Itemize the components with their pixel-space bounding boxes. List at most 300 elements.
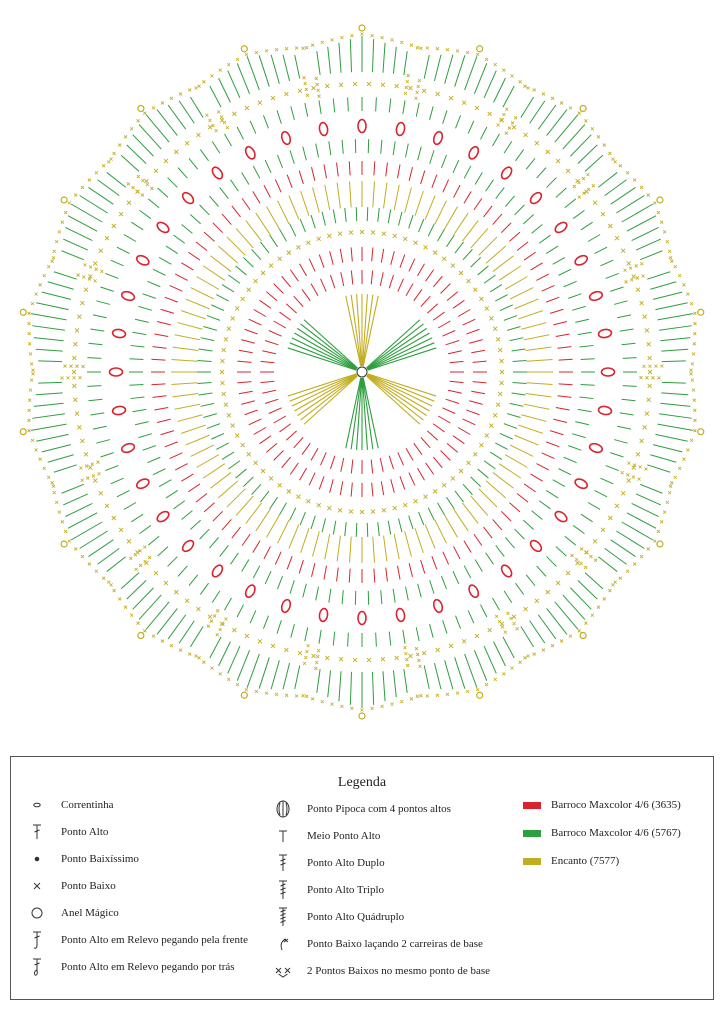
ring-stitch	[430, 624, 434, 638]
ring-stitch	[112, 516, 116, 520]
petal-edge-stitch	[692, 352, 695, 355]
petal-stitch	[653, 292, 682, 299]
ring-stitch	[453, 571, 459, 584]
petal-edge-stitch	[693, 342, 696, 345]
petal-edge-stitch	[198, 85, 201, 88]
ring-stitch	[309, 259, 315, 272]
ring-stitch	[588, 503, 600, 510]
petal-stitch	[404, 51, 407, 75]
petal-stitch	[42, 445, 71, 452]
ring-stitch	[524, 484, 536, 492]
ring-stitch	[521, 323, 546, 330]
ring-stitch	[349, 230, 353, 234]
valley-stitch	[79, 376, 82, 379]
valley-stitch	[305, 650, 308, 653]
ring-stitch	[425, 524, 435, 548]
ring-stitch	[509, 232, 519, 241]
ring-stitch	[140, 525, 151, 533]
petal-stitch	[570, 135, 591, 157]
ring-stitch	[188, 252, 200, 260]
ring-stitch	[466, 279, 470, 283]
petal-stitch	[661, 393, 688, 395]
valley-stitch	[404, 652, 407, 655]
ring-stitch	[200, 150, 208, 161]
petal-edge-stitch	[53, 250, 56, 253]
ring-stitch	[621, 249, 625, 253]
ring-stitch	[378, 208, 379, 222]
valley-stitch	[573, 185, 576, 188]
ring-stitch	[556, 334, 570, 337]
ring-stitch	[199, 393, 213, 395]
petal-edge-stitch	[285, 47, 288, 50]
petal-stitch	[585, 155, 603, 171]
ring-stitch	[403, 630, 405, 644]
petal-tip	[20, 309, 26, 315]
ring-stitch	[489, 424, 493, 428]
petal-edge-stitch	[137, 119, 140, 122]
ring-stitch	[405, 144, 408, 158]
ring-stitch	[568, 446, 581, 451]
ring-stitch	[395, 84, 399, 88]
petal-edge-stitch	[143, 629, 146, 632]
ring-stitch	[486, 180, 494, 192]
ring-stitch	[416, 103, 419, 117]
ring-stitch	[416, 627, 419, 641]
sc-increase-icon	[273, 961, 293, 981]
ring-stitch	[454, 546, 461, 558]
petal-edge-stitch	[102, 577, 105, 580]
ring-stitch	[449, 96, 453, 100]
petal-stitch	[237, 650, 249, 681]
ring-stitch	[595, 490, 607, 496]
valley-stitch	[217, 110, 220, 113]
ring-stitch	[90, 329, 104, 331]
valley-stitch	[315, 661, 318, 664]
ring-stitch	[523, 520, 533, 529]
ring-stitch	[300, 219, 305, 232]
ring-stitch	[493, 519, 502, 529]
legend-item-popcorn	[273, 799, 451, 819]
ring-stitch	[191, 288, 214, 299]
petal-edge-stitch	[689, 372, 692, 375]
petal-stitch	[32, 326, 65, 331]
petal-tip	[61, 197, 67, 203]
ring-stitch	[421, 171, 425, 184]
petal-stitch	[632, 503, 659, 516]
petal-stitch	[42, 292, 71, 299]
ring-stitch	[178, 566, 187, 576]
petal-stitch	[133, 588, 154, 610]
ring-stitch	[524, 607, 528, 611]
ring-stitch	[269, 331, 282, 337]
ring-stitch	[312, 86, 316, 90]
ring-stitch	[261, 381, 275, 382]
petal-edge-stitch	[28, 342, 31, 345]
ring-stitch	[471, 350, 485, 352]
ring-stitch	[371, 510, 375, 514]
petal-stitch	[107, 557, 126, 572]
valley-stitch	[220, 116, 223, 119]
ring-stitch	[542, 453, 555, 459]
ring-stitch	[209, 196, 218, 207]
ring-stitch	[553, 257, 565, 264]
ring-stitch	[374, 569, 375, 583]
petal-stitch	[659, 414, 692, 419]
petal-edge-stitch	[113, 589, 116, 592]
petal-stitch	[555, 602, 578, 630]
ring-stitch	[333, 210, 335, 224]
valley-stitch	[132, 186, 135, 189]
ring-stitch	[287, 556, 292, 569]
ring-stitch	[186, 435, 210, 445]
petal-stitch	[521, 97, 534, 117]
ring-stitch	[254, 428, 266, 435]
ring-stitch	[173, 235, 184, 243]
ring-stitch	[261, 469, 265, 473]
valley-stitch	[314, 667, 317, 670]
ring-stitch	[645, 412, 649, 416]
ring-stitch	[316, 144, 319, 158]
ring-stitch	[546, 442, 559, 447]
ring-stitch	[245, 106, 249, 110]
ring-stitch	[489, 316, 493, 320]
valley-stitch	[141, 194, 144, 197]
ring-stitch	[191, 445, 214, 456]
ring-stitch	[225, 134, 232, 146]
ring-stitch	[243, 257, 253, 267]
petal-stitch	[578, 145, 597, 164]
ring-stitch	[224, 403, 228, 407]
petal-stitch	[393, 47, 396, 74]
petal-stitch	[611, 187, 636, 204]
petal-stitch	[383, 43, 385, 73]
ring-stitch	[409, 516, 413, 529]
petal-edge-stitch	[28, 409, 31, 412]
ring-stitch	[398, 279, 404, 292]
ring-stitch	[319, 255, 324, 268]
petal-stitch	[538, 105, 556, 129]
ring-stitch	[471, 391, 485, 393]
ring-stitch	[105, 504, 109, 508]
ring-stitch	[593, 201, 597, 205]
ring-stitch	[351, 271, 352, 285]
valley-stitch	[575, 558, 578, 561]
valley-stitch	[577, 181, 580, 184]
petal-edge-stitch	[485, 683, 488, 686]
ring-stitch	[265, 571, 271, 584]
ring-stitch	[196, 607, 200, 611]
petal-stitch	[247, 654, 259, 688]
ring-stitch	[546, 246, 558, 254]
popcorn-stitch	[589, 442, 604, 454]
ring-stitch	[627, 479, 631, 483]
petal-stitch	[317, 51, 320, 75]
petal-edge-stitch	[35, 293, 38, 296]
valley-stitch	[307, 644, 310, 647]
ring-stitch	[253, 166, 260, 178]
ring-stitch	[526, 575, 535, 586]
ring-stitch	[77, 315, 81, 319]
legend-label: Ponto Alto Quádruplo	[307, 911, 405, 923]
petal-edge-stitch	[691, 379, 694, 382]
ring-stitch	[443, 180, 449, 193]
ring-stitch	[648, 356, 652, 360]
ring-stitch	[479, 489, 497, 507]
valley-stitch	[148, 556, 151, 559]
ring-stitch	[622, 343, 636, 344]
petal-stitch	[465, 654, 477, 688]
ring-stitch	[227, 413, 231, 417]
ring-stitch	[442, 257, 446, 261]
ring-stitch	[566, 169, 570, 173]
ring-stitch	[148, 199, 159, 208]
ring-stitch	[222, 452, 234, 459]
ring-stitch	[220, 359, 224, 363]
ring-stitch	[270, 497, 278, 509]
ring-stitch	[260, 242, 269, 253]
ring-stitch	[580, 345, 594, 347]
ring-stitch	[280, 503, 287, 515]
ring-stitch	[453, 160, 459, 173]
legend-item-spike-stitch	[273, 934, 483, 954]
ring-stitch	[415, 191, 423, 216]
ring-stitch	[164, 159, 168, 163]
ring-stitch	[486, 553, 494, 565]
ring-stitch	[485, 434, 489, 438]
valley-stitch	[625, 280, 628, 283]
ring-stitch	[253, 541, 260, 553]
popcorn-stitch	[467, 145, 480, 160]
ring-stitch	[572, 434, 585, 438]
petal-stitch	[455, 657, 465, 688]
ring-stitch	[524, 335, 550, 340]
ring-stitch	[350, 537, 352, 563]
ring-stitch	[337, 183, 340, 209]
petal-stitch	[48, 455, 74, 462]
ring-stitch	[426, 463, 434, 474]
ring-stitch	[173, 394, 199, 397]
ring-stitch	[260, 491, 269, 502]
petal-edge-stitch	[693, 322, 696, 325]
ring-stitch	[253, 566, 260, 578]
ring-stitch	[483, 527, 492, 538]
popcorn-stitch	[244, 584, 257, 599]
ring-stitch	[135, 422, 149, 425]
petal-edge-stitch	[29, 389, 32, 392]
ring-stitch	[290, 463, 298, 474]
valley-stitch	[81, 479, 84, 482]
ring-stitch	[350, 181, 352, 207]
valley-stitch	[648, 365, 651, 368]
star-stitch	[362, 378, 367, 450]
ring-stitch	[468, 121, 474, 134]
petal-stitch	[179, 101, 194, 123]
ring-stitch	[405, 587, 408, 601]
petal-edge-stitch	[569, 106, 572, 109]
legend-label: Encanto (7577)	[551, 855, 620, 867]
valley-stitch	[216, 609, 219, 612]
ring-stitch	[606, 273, 619, 278]
petal-edge-stitch	[61, 221, 64, 224]
ring-stitch	[200, 205, 210, 215]
valley-stitch	[318, 95, 321, 98]
ring-stitch	[367, 82, 371, 86]
ring-stitch	[143, 294, 156, 299]
ring-stitch	[473, 382, 487, 383]
ring-stitch	[427, 304, 437, 313]
petal-stitch	[31, 424, 66, 430]
ring-stitch	[565, 536, 576, 545]
ring-stitch	[514, 299, 538, 309]
ring-stitch	[181, 263, 193, 270]
ring-stitch	[479, 297, 483, 301]
ring-stitch	[93, 426, 107, 429]
ring-stitch	[640, 301, 644, 305]
ring-stitch	[311, 284, 318, 296]
petal-stitch	[247, 56, 259, 90]
petal-tip	[657, 541, 663, 547]
single-crochet-icon	[27, 876, 47, 896]
popcorn-stitch	[181, 191, 196, 206]
petal-edge-stitch	[560, 640, 563, 643]
valley-stitch	[514, 116, 517, 119]
petal-tip	[477, 46, 483, 52]
petal-tip	[698, 429, 704, 435]
ring-stitch	[399, 519, 402, 533]
ring-stitch	[342, 140, 343, 154]
ring-stitch	[367, 658, 371, 662]
ring-stitch	[559, 359, 573, 360]
back-post-dc-icon	[27, 957, 47, 977]
ring-stitch	[196, 133, 200, 137]
petal-edge-stitch	[124, 606, 127, 609]
valley-stitch	[660, 365, 663, 368]
petal-edge-stitch	[29, 352, 32, 355]
ring-stitch	[564, 457, 577, 462]
petal-stitch	[661, 349, 688, 351]
ring-stitch	[539, 235, 550, 243]
legend-label: Barroco Maxcolor 4/6 (5767)	[551, 827, 681, 839]
ring-stitch	[254, 310, 266, 317]
ring-stitch	[329, 141, 331, 155]
ring-stitch	[523, 214, 533, 223]
ring-stitch	[129, 359, 143, 360]
petal-edge-stitch	[30, 362, 33, 365]
ring-stitch	[600, 478, 613, 484]
ring-stitch	[447, 443, 458, 452]
ring-stitch	[517, 493, 528, 502]
ring-stitch	[256, 213, 270, 235]
valley-stitch	[506, 612, 509, 615]
petal-edge-stitch	[578, 112, 581, 115]
ring-stitch	[442, 483, 446, 487]
star-stitch	[368, 374, 435, 401]
magic-ring-icon	[27, 903, 47, 923]
color-swatch-red	[523, 802, 541, 809]
ring-stitch	[241, 340, 255, 344]
legend-label: Correntinha	[61, 799, 114, 811]
ring-stitch	[138, 306, 151, 310]
ring-stitch	[90, 413, 104, 415]
legend-item-front-post-dc	[27, 930, 248, 950]
ring-stitch	[230, 180, 238, 192]
ring-stitch	[250, 121, 256, 134]
ring-stitch	[475, 634, 479, 638]
ring-stitch	[610, 287, 623, 291]
ring-stitch	[526, 158, 535, 169]
petal-stitch	[627, 513, 656, 528]
petal-edge-stitch	[28, 312, 31, 315]
ring-stitch	[485, 306, 489, 310]
ring-stitch	[337, 568, 339, 582]
ring-stitch	[220, 545, 229, 556]
ring-stitch	[245, 410, 258, 415]
popcorn-stitch	[155, 220, 170, 234]
ring-stitch	[119, 528, 123, 532]
ring-stitch	[237, 382, 251, 383]
petal-stitch	[36, 349, 63, 351]
valley-stitch	[96, 461, 99, 464]
petal-stitch	[650, 282, 676, 289]
ring-stitch	[500, 359, 504, 363]
ring-stitch	[154, 571, 158, 575]
ring-stitch	[236, 266, 247, 275]
ring-stitch	[147, 281, 160, 286]
ring-stitch	[337, 163, 339, 177]
valley-stitch	[626, 473, 629, 476]
ring-stitch	[575, 319, 589, 322]
ring-stitch	[231, 316, 235, 320]
petal-edge-stitch	[669, 256, 672, 259]
petal-edge-stitch	[275, 48, 278, 51]
ring-stitch	[197, 455, 220, 468]
valley-stitch	[305, 88, 308, 91]
petal-edge-stitch	[107, 160, 110, 163]
petal-edge-stitch	[137, 622, 140, 625]
ring-stitch	[422, 651, 426, 655]
petal-edge-stitch	[410, 697, 413, 700]
ring-stitch	[433, 251, 437, 255]
petal-stitch	[655, 434, 687, 441]
ring-stitch	[312, 654, 316, 658]
ring-stitch	[153, 269, 166, 275]
ring-stitch	[265, 399, 278, 403]
legend-item-triple-treble	[273, 907, 404, 927]
ring-stitch	[500, 433, 513, 439]
ring-stitch	[389, 99, 390, 113]
ring-stitch	[648, 370, 652, 374]
ring-stitch	[267, 515, 280, 538]
petal-stitch	[259, 55, 269, 86]
ring-stitch	[190, 520, 200, 529]
ring-stitch	[546, 297, 559, 302]
ring-stitch	[131, 514, 143, 522]
ring-stitch	[111, 478, 124, 484]
ring-stitch	[250, 610, 256, 623]
ring-stitch	[442, 408, 455, 414]
ring-stitch	[148, 536, 159, 545]
petal-edge-stitch	[130, 614, 133, 617]
petal-stitch	[455, 55, 465, 86]
ring-stitch	[614, 301, 628, 305]
ring-stitch	[339, 83, 343, 87]
ring-stitch	[499, 464, 521, 478]
petal-stitch	[133, 135, 154, 157]
petal-edge-stitch	[81, 186, 84, 189]
ring-stitch	[266, 292, 277, 301]
petal-edge-stitch	[466, 690, 469, 693]
ring-stitch	[542, 285, 555, 291]
